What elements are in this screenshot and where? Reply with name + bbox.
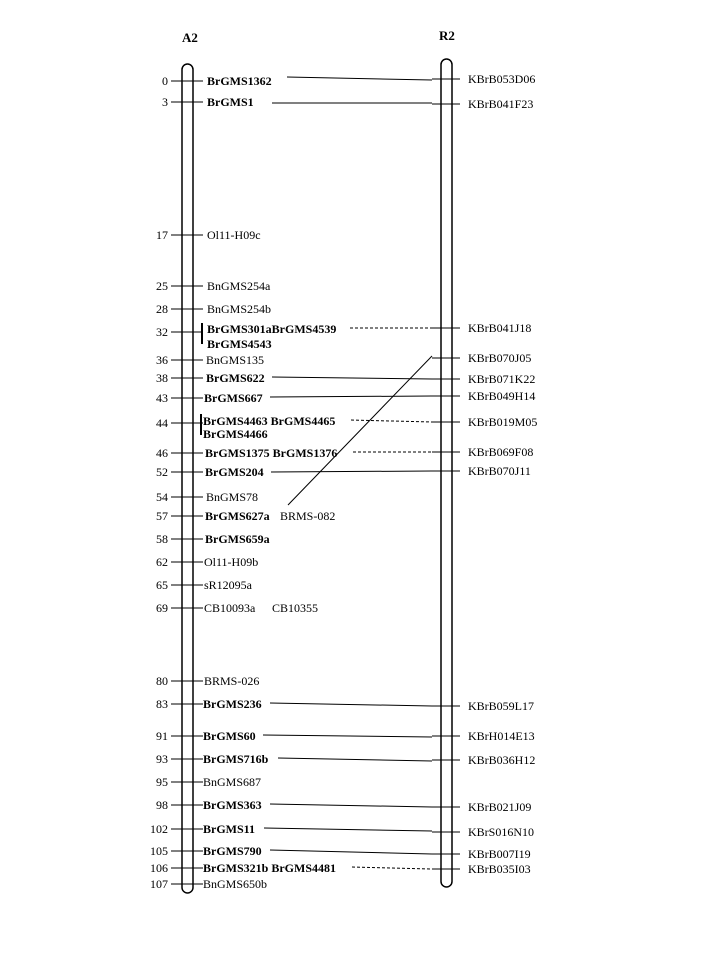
marker-label: BnGMS650b [203,877,268,891]
marker-label: BnGMS78 [206,490,259,504]
marker-label: BrGMS4543 [207,337,272,351]
marker-label: BnGMS687 [203,775,262,789]
position-label: 54 [156,490,168,504]
link-line [287,77,432,80]
position-label: 52 [156,465,168,479]
marker-label: KBrB059L17 [468,699,534,713]
link-line [270,396,432,397]
link-line [270,850,432,854]
marker-label: KBrB070J11 [468,464,531,478]
marker-label: KBrB041J18 [468,321,532,335]
marker-label: KBrH014E13 [468,729,535,743]
marker-label: KBrB035I03 [468,862,531,876]
position-label: 46 [156,446,168,460]
marker-label: BrGMS1 [207,95,254,109]
link-lines [263,77,432,869]
marker-label: Ol11-H09c [207,228,261,242]
position-label: 25 [156,279,168,293]
marker-label: BrGMS236 [203,697,262,711]
position-label: 98 [156,798,168,812]
marker-label: KBrB041F23 [468,97,534,111]
position-label: 36 [156,353,168,367]
marker-label: BnGMS254a [207,279,271,293]
chromosome-a2-title: A2 [182,30,198,45]
position-label: 69 [156,601,168,615]
marker-label: KBrB070J05 [468,351,532,365]
link-line [278,758,432,761]
marker-label: KBrB036H12 [468,753,536,767]
marker-label: Ol11-H09b [204,555,259,569]
marker-label: BrGMS4463 BrGMS4465 [203,414,336,428]
position-label: 102 [150,822,168,836]
marker-label: BrGMS716b [203,752,269,766]
position-label: 44 [156,416,168,430]
marker-label: BrGMS204 [205,465,264,479]
marker-label: CB10355 [272,601,319,615]
marker-label: BRMS-082 [280,509,336,523]
marker-label: KBrB049H14 [468,389,536,403]
position-label: 65 [156,578,168,592]
marker-label: BrGMS1375 BrGMS1376 [205,446,338,460]
marker-label: BrGMS1362 [207,74,272,88]
marker-label: BrGMS627a [205,509,270,523]
position-label: 95 [156,775,168,789]
link-line [263,735,432,737]
marker-label: BnGMS254b [207,302,272,316]
position-label: 32 [156,325,168,339]
position-label: 106 [150,861,168,875]
marker-label: CB10093a [204,601,256,615]
marker-label: KBrB021J09 [468,800,532,814]
marker-label: BrGMS363 [203,798,262,812]
position-label: 62 [156,555,168,569]
marker-label: BrGMS60 [203,729,256,743]
position-label: 57 [156,509,168,523]
marker-label: BrGMS659a [205,532,270,546]
marker-label: KBrS016N10 [468,825,535,839]
marker-label: BrGMS790 [203,844,262,858]
marker-label: BrGMS667 [204,391,263,405]
link-line [270,703,432,706]
marker-label: BrGMS4466 [203,427,268,441]
marker-label: BnGMS135 [206,353,265,367]
position-label: 17 [156,228,168,242]
position-label: 107 [150,877,168,891]
link-line [272,377,432,379]
marker-label: BrGMS301aBrGMS4539 [207,322,337,336]
link-line [271,471,432,472]
position-label: 83 [156,697,168,711]
position-label: 28 [156,302,168,316]
position-label: 105 [150,844,168,858]
dashed-link-line [351,420,432,422]
marker-label: KBrB053D06 [468,72,536,86]
marker-label: sR12095a [204,578,252,592]
position-label: 93 [156,752,168,766]
marker-label: BrGMS11 [203,822,256,836]
chromosome-r2 [441,59,452,887]
position-label: 38 [156,371,168,385]
position-label: 91 [156,729,168,743]
marker-label: KBrB019M05 [468,415,538,429]
marker-label: KBrB069F08 [468,445,534,459]
chromosome-a2 [182,64,193,893]
marker-label: BRMS-026 [204,674,260,688]
link-line [270,804,432,807]
position-label: 80 [156,674,168,688]
chromosome-r2-title: R2 [439,28,455,43]
marker-label: KBrB007I19 [468,847,531,861]
position-label: 58 [156,532,168,546]
link-line [264,828,432,831]
position-label: 3 [162,95,168,109]
position-label: 0 [162,74,168,88]
dashed-link-line [352,867,432,869]
marker-label: BrGMS321b BrGMS4481 [203,861,337,875]
marker-label: KBrB071K22 [468,372,536,386]
marker-label: BrGMS622 [206,371,265,385]
position-label: 43 [156,391,168,405]
